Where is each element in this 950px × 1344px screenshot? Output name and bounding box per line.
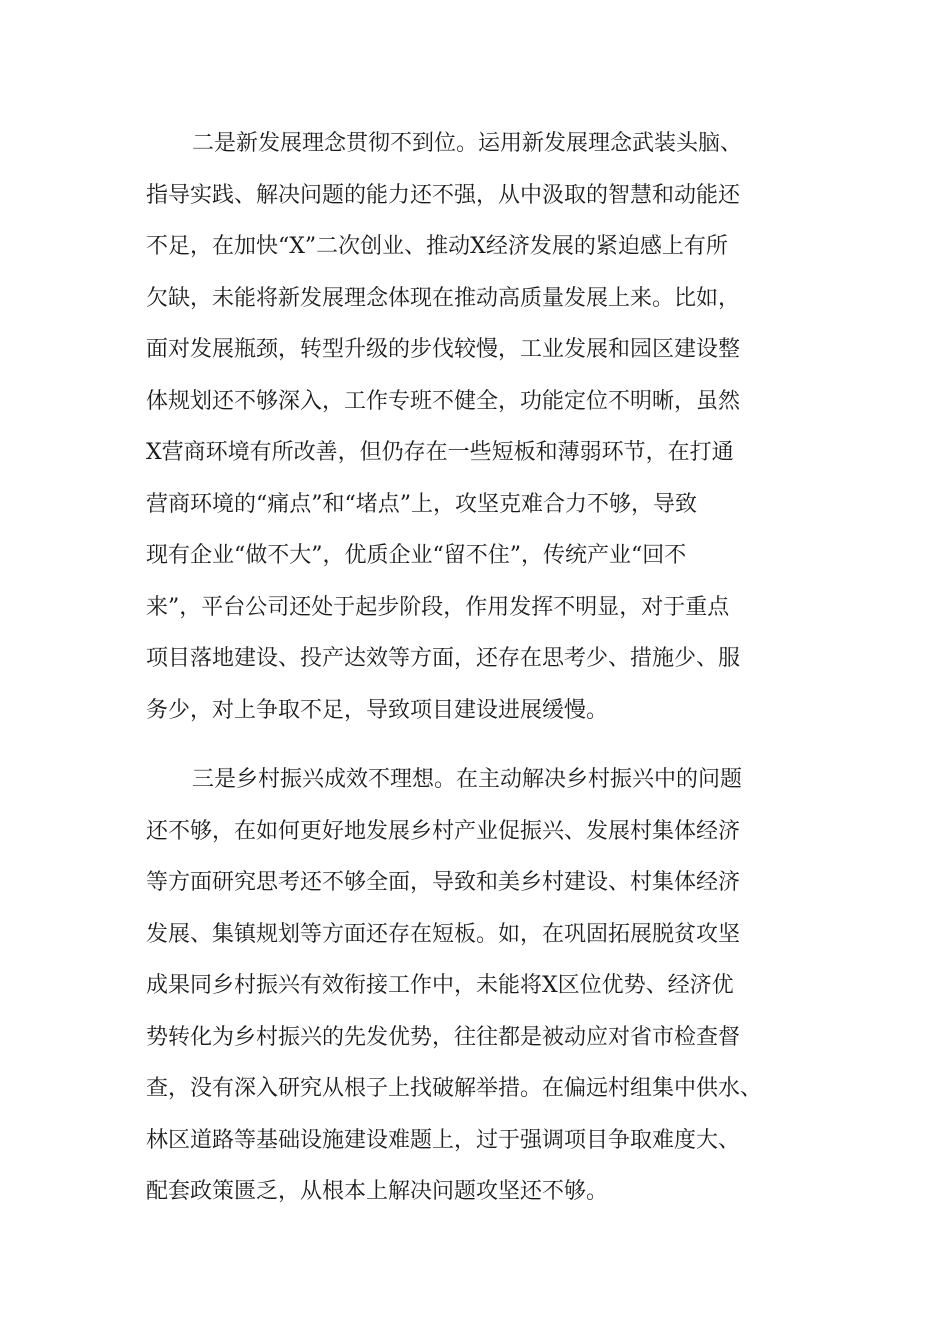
text-line: 查，没有深入研究从根子上找破解举措。在偏远村组集中供水、 (146, 1076, 763, 1101)
text-line: 项目落地建设、投产达效等方面，还存在思考少、措施少、服 (146, 646, 741, 671)
text-line: 来”，平台公司还处于起步阶段，作用发挥不明显，对于重点 (146, 594, 730, 620)
text-line: 指导实践、解决问题的能力还不强，从中汲取的智慧和动能还 (146, 182, 741, 208)
text-line: 不足，在加快“X”二次创业、推动X经济发展的紧迫感上有所 (146, 234, 728, 259)
text-line: 二是新发展理念贯彻不到位。运用新发展理念武装头脑、 (192, 131, 743, 156)
text-line: X营商环境有所改善，但仍存在一些短板和薄弱环节，在打通 (146, 440, 734, 465)
text-line: 等方面研究思考还不够全面，导致和美乡村建设、村集体经济 (146, 870, 741, 895)
text-line: 现有企业“做不大”，优质企业“留不住”，传统产业“回不 (146, 543, 687, 568)
document-body (146, 118, 806, 1218)
text-line: 成果同乡村振兴有效衔接工作中，未能将X区位优势、经济优 (146, 973, 734, 998)
paragraph-spacer (146, 736, 806, 754)
paragraph-development-concept (146, 118, 806, 736)
text-line: 欠缺，未能将新发展理念体现在推动高质量发展上来。比如， (146, 285, 741, 311)
text-line: 势转化为乡村振兴的先发优势，往往都是被动应对省市检查督 (146, 1024, 741, 1050)
text-line: 营商环境的“痛点”和“堵点”上，攻坚克难合力不够，导致 (146, 491, 697, 517)
text-line: 配套政策匮乏，从根本上解决问题攻坚还不够。 (146, 1179, 609, 1204)
text-line: 体规划还不够深入，工作专班不健全，功能定位不明晰，虽然 (146, 388, 741, 414)
text-line: 林区道路等基础设施建设难题上，过于强调项目争取难度大、 (146, 1127, 741, 1153)
paragraph-rural-revitalization (146, 754, 806, 1218)
text-line: 面对发展瓶颈，转型升级的步伐较慢，工业发展和园区建设整 (146, 337, 741, 362)
text-line: 发展、集镇规划等方面还存在短板。如，在巩固拓展脱贫攻坚 (146, 921, 741, 947)
text-line: 还不够，在如何更好地发展乡村产业促振兴、发展村集体经济 (146, 818, 741, 844)
text-line: 务少，对上争取不足，导致项目建设进展缓慢。 (146, 697, 609, 723)
text-line: 三是乡村振兴成效不理想。在主动解决乡村振兴中的问题 (192, 767, 743, 792)
